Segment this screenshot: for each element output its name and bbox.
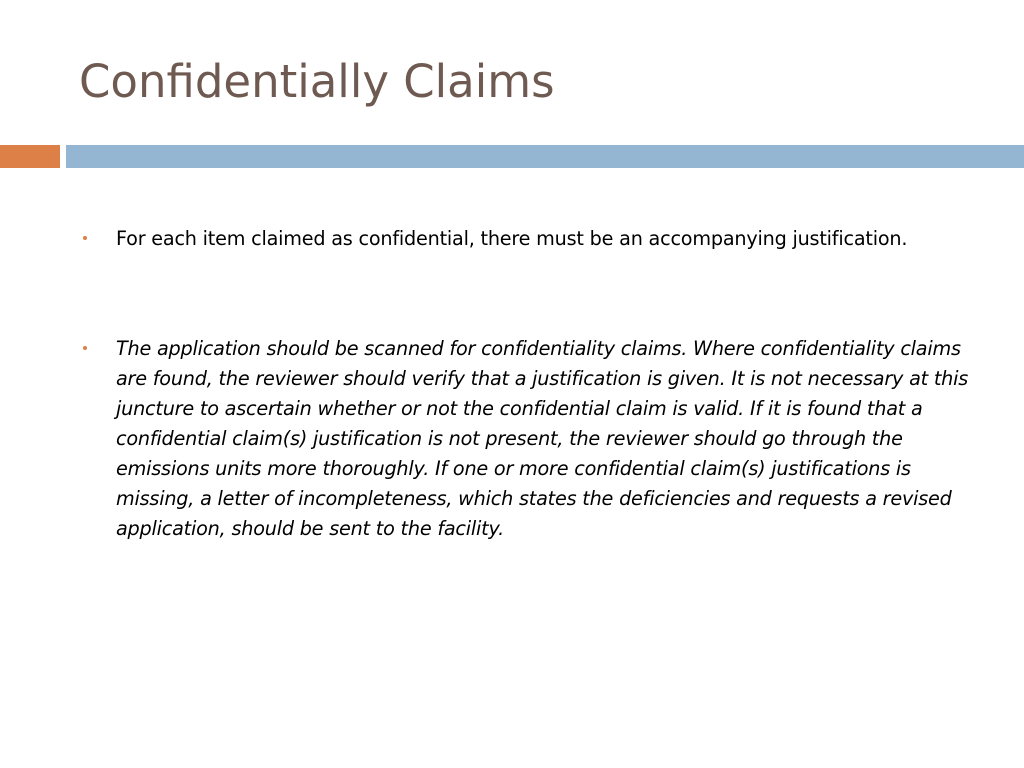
- slide-title: Confidentially Claims: [79, 55, 555, 108]
- bullet-dot-icon: [83, 346, 87, 350]
- bullet-text: The application should be scanned for confidentiality claims. Where confidentiality claims are found, the reviewer should verify that a justification is given. It is not necessary at this juncture to ascertain whether or not the confidential claim is valid. If it is found that a confidential claim(s) justification is not present, the reviewer should go through the emissions units more thoroughly. If one or more confidential claim(s) justifications is missing, a letter of incompleteness, which states the deficiencies and requests a revised application, should be sent to the facility.: [116, 337, 969, 540]
- accent-bar-blue: [66, 145, 1024, 168]
- bullet-dot-icon: [83, 236, 87, 240]
- accent-bar-orange: [0, 145, 60, 168]
- bullet-text: For each item claimed as confidential, there must be an accompanying justification.: [116, 227, 908, 250]
